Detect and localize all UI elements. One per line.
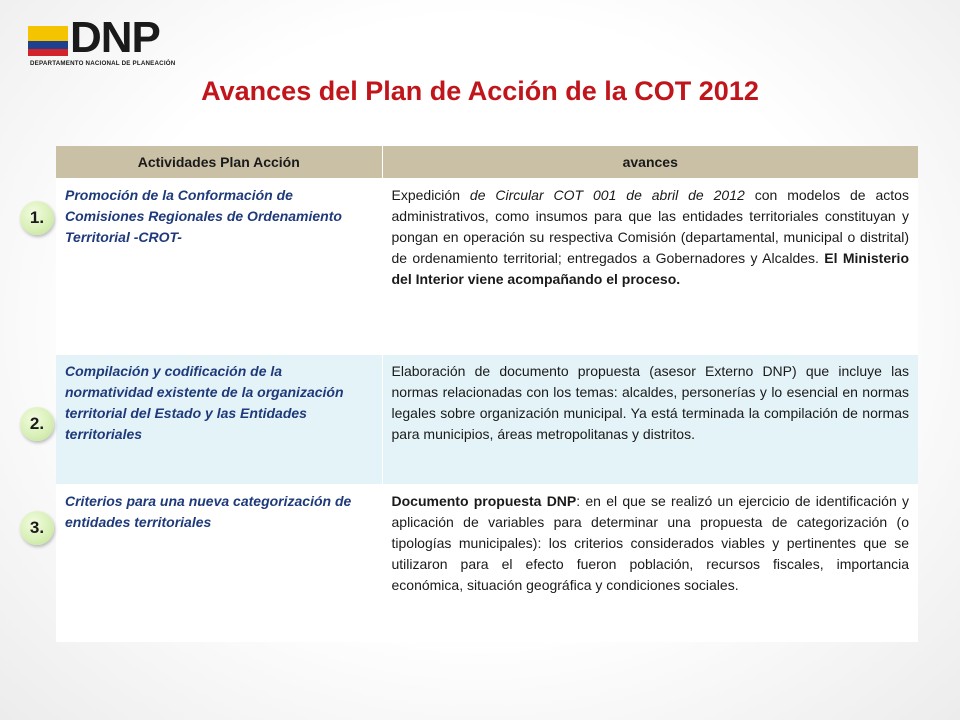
activity-cell: Criterios para una nueva categorización de entidades territoriales xyxy=(56,484,382,642)
dnp-logo xyxy=(28,13,188,72)
progress-text: con modelos de actos administrativos, como insumos para que las entidades territoriales constituyan y pongan en operación su respectiva Comisión (departamental, municipal o distrital) de ordenamiento territorial; entregados a Gobernadores y Alcaldes. xyxy=(391,186,909,266)
row-number-badge xyxy=(20,201,54,235)
progress-text-bold: El Ministerio del Interior viene acompañando el proceso. xyxy=(391,249,910,287)
colombia-flag-icon xyxy=(28,26,68,56)
action-plan-table xyxy=(56,146,918,642)
activity-cell: Promoción de la Conformación de Comisiones Regionales de Ordenamiento Territorial -CROT- xyxy=(56,178,382,354)
progress-cell xyxy=(382,178,918,354)
row-number: 2. xyxy=(29,414,45,433)
progress-cell xyxy=(382,484,918,642)
table-row xyxy=(56,484,918,642)
row-number-badge xyxy=(20,511,54,545)
progress-cell xyxy=(382,354,918,484)
table-row xyxy=(56,178,918,354)
progress-text-italic: de Circular COT 001 de abril de 2012 xyxy=(469,186,745,203)
logo-wordmark: DNP xyxy=(70,13,160,62)
table-header-row xyxy=(56,146,918,178)
row-number: 1. xyxy=(29,208,45,227)
logo-subtitle: DEPARTAMENTO NACIONAL DE PLANEACIÓN xyxy=(30,60,176,67)
header-progress: avances xyxy=(382,146,918,178)
table-row xyxy=(56,354,918,484)
row-number-badge xyxy=(20,407,54,441)
activity-cell: Compilación y codificación de la normatividad existente de la organización territorial del Estado y las Entidades territoriales xyxy=(56,354,382,484)
progress-text: Expedición xyxy=(391,186,470,203)
progress-text: Elaboración de documento propuesta (asesor Externo DNP) que incluye las normas relacionadas con los temas: alcaldes, personerías y lo esencial en normas legales sobre organización municipal. Ya está terminada la compilación de normas para municipios, áreas metropolitanas y distritos. xyxy=(391,362,909,442)
progress-text-bold: Documento propuesta DNP xyxy=(391,492,577,509)
progress-text: : en el que se realizó un ejercicio de identificación y aplicación de variables para determinar una propuesta de categorización (o tipologías municipales): los criterios considerados viables y pertinentes que se utilizaron para el efecto fueron población, recursos fiscales, importancia económica, situación geográfica y condiciones sociales. xyxy=(391,492,909,593)
row-number: 3. xyxy=(29,518,45,537)
page-title: Avances del Plan de Acción de la COT 2012 xyxy=(201,76,759,106)
header-activities: Actividades Plan Acción xyxy=(56,146,382,178)
